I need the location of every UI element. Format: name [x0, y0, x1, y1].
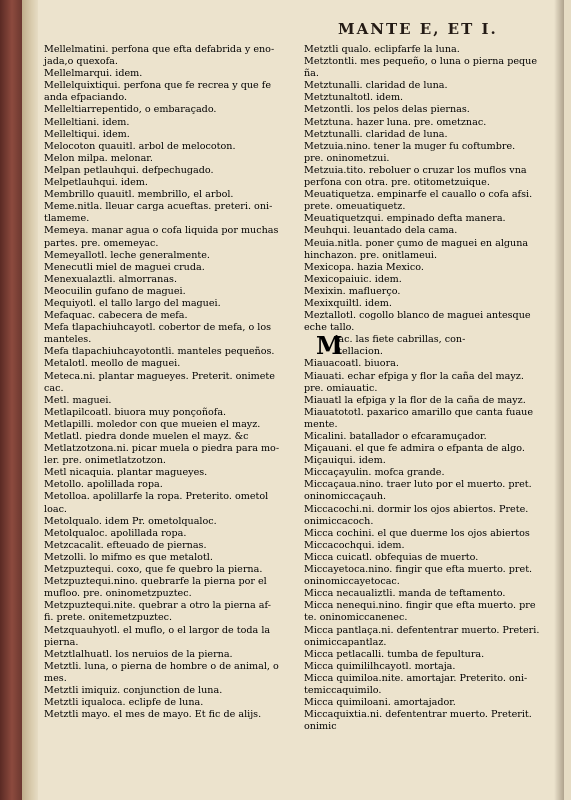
drop-cap-entry: [304, 331, 567, 361]
dictionary-line: mente.: [304, 418, 338, 430]
dictionary-line: Metzuia.tito. reboluer o cruzar los muflos vna: [304, 164, 527, 176]
dictionary-line: anda efpaciando.: [44, 92, 128, 104]
dictionary-line: Micca pantlaça.ni. defententrar muerto. Preteri.: [304, 624, 540, 636]
dictionary-line: Micca quimiloani. amortajador.: [304, 697, 456, 709]
dictionary-line: onimiccacoch.: [304, 515, 374, 527]
dictionary-line: Metztunaltotl. idem.: [304, 92, 404, 104]
dictionary-line: cac.: [44, 382, 64, 394]
dictionary-line: mufloo. pre. oninometzpuztec.: [44, 588, 192, 600]
dictionary-line: Metlatl. piedra donde muelen el mayz. &c: [44, 431, 249, 442]
dictionary-line: Melon milpa. melonar.: [44, 152, 153, 164]
dictionary-line: Metollo. apolillada ropa.: [44, 479, 163, 491]
dictionary-line: Metlapilcoatl. biuora muy ponçoñofa.: [44, 406, 227, 418]
dictionary-line: Metztli imiquiz. conjunction de luna.: [44, 684, 223, 696]
dictionary-line: Menexualaztli. almorranas.: [44, 273, 178, 285]
dictionary-line: onimic: [304, 721, 337, 733]
dictionary-line: Miccacochi.ni. dormir los ojos abiertos. Prete.: [304, 503, 529, 515]
dictionary-line: Memeyallotl. leche generalmente.: [44, 249, 210, 261]
dictionary-line: Miçauani. el que fe admira o efpanta de algo.: [304, 443, 525, 455]
dictionary-line: Mexicopaiuic. idem.: [304, 273, 402, 285]
left-column: [44, 44, 302, 721]
dictionary-line: hinchazon. pre. onitlameui.: [304, 249, 438, 261]
dictionary-line: Meuhqui. leuantado dela cama.: [304, 225, 458, 237]
dictionary-line: Meteca.ni. plantar magueyes. Preterit. onimete: [44, 370, 275, 382]
dictionary-line: Miauatl la efpiga y la flor de la caña de mayz.: [304, 394, 526, 406]
dictionary-line: Metzolli. lo mifmo es que metalotl.: [44, 551, 213, 563]
dictionary-line: Metztli mayo. el mes de mayo. Et fic de alijs.: [44, 709, 262, 721]
dictionary-line: Miccayetoca.nino. fingir que efta muerto. pret.: [304, 564, 533, 576]
dictionary-line: Meocuilin gufano de maguei.: [44, 285, 186, 297]
dictionary-line: Metztlalhuatl. los neruios de la pierna.: [44, 648, 233, 660]
dictionary-line: Metzpuztequi. coxo, que fe quebro la pierna.: [44, 564, 263, 576]
dictionary-line: manteles.: [44, 334, 92, 346]
right-column: [304, 44, 567, 733]
dictionary-line: Micca petlacalli. tumba de fepultura.: [304, 648, 485, 660]
dictionary-line: prete. omeuatiquetz.: [304, 201, 406, 213]
dictionary-line: Mexicopa. hazia Mexico.: [304, 261, 424, 273]
dictionary-line: Meuatiquetzqui. empinado defta manera.: [304, 213, 506, 225]
dictionary-line: Micca cochini. el que duerme los ojos abiertos: [304, 527, 530, 539]
dictionary-line: partes. pre. omemeyac.: [44, 237, 159, 249]
dictionary-line: temiccaquimilo.: [304, 684, 382, 696]
dictionary-line: Metl nicaquia. plantar magueyes.: [44, 467, 208, 479]
drop-cap-line: Iac. las fiete cabrillas, con-: [334, 334, 466, 346]
dictionary-line: Micca quimililhcayotl. mortaja.: [304, 660, 456, 672]
dictionary-line: Membrillo quauitl. membrillo, el arbol.: [44, 189, 234, 201]
dictionary-line: Meztallotl. cogollo blanco de maguei antesque: [304, 310, 531, 322]
dictionary-line: mes.: [44, 672, 67, 684]
dictionary-line: pre. omiauatic.: [304, 382, 378, 394]
dictionary-line: Miauati. echar efpiga y flor la caña del mayz.: [304, 370, 524, 382]
dictionary-line: Metolloa. apolillarfe la ropa. Preterito. ometol: [44, 491, 269, 503]
dictionary-line: jada,o quexofa.: [44, 56, 118, 68]
dictionary-line: Metalotl. meollo de maguei.: [44, 358, 181, 370]
dictionary-line: Melleltiani. idem.: [44, 116, 130, 128]
dictionary-line: Metztunalli. claridad de luna.: [304, 128, 448, 140]
dictionary-line: Miauatototl. paxarico amarillo que canta fuaue: [304, 406, 534, 418]
dictionary-line: te. oninomiccanenec.: [304, 612, 408, 624]
dictionary-line: Mefaquac. cabecera de mefa.: [44, 310, 188, 322]
dictionary-line: Metzontli. los pelos delas piernas.: [304, 104, 470, 116]
dictionary-line: Miccacochqui. idem.: [304, 539, 405, 551]
dictionary-line: Melpan petlauhqui. defpechugado.: [44, 164, 214, 176]
dictionary-line: onimiccapantlaz.: [304, 636, 387, 648]
dictionary-line: Melpetlauhqui. idem.: [44, 177, 148, 189]
spine-fold: [22, 0, 38, 800]
dictionary-line: Meuatiquetza. empinarfe el cauallo o cofa afsi.: [304, 189, 533, 201]
dictionary-line: Miccaçaua.nino. traer luto por el muerto. pret.: [304, 479, 532, 491]
dictionary-line: Mexixquiltl. idem.: [304, 297, 392, 309]
dictionary-line: Metzpuztequi.nite. quebrar a otro la pierna af-: [44, 600, 271, 612]
dictionary-line: Mequiyotl. el tallo largo del maguei.: [44, 297, 221, 309]
dictionary-line: Micalini. batallador o efcaramuçador.: [304, 431, 487, 442]
dictionary-line: Micca cuicatl. obfequias de muerto.: [304, 551, 479, 563]
dictionary-line: ña.: [304, 68, 319, 80]
dictionary-line: Metolqualoc. apolillada ropa.: [44, 527, 187, 539]
dictionary-line: Metzcacalit. efteuado de piernas.: [44, 539, 207, 551]
drop-cap-line: ftellacion.: [334, 346, 383, 358]
dictionary-line: tlameme.: [44, 213, 90, 225]
dictionary-line: Metzuia.nino. tener la muger fu coftumbre.: [304, 140, 516, 152]
dictionary-line: Metztli. luna, o pierna de hombre o de animal, o: [44, 660, 279, 672]
dictionary-line: Melleltiarrepentido, o embaraçado.: [44, 104, 217, 116]
dictionary-line: Mellelmarqui. idem.: [44, 68, 143, 80]
dictionary-line: Mefa tlapachiuhcayotontli. manteles pequeños.: [44, 346, 275, 358]
dictionary-line: perfona con otra. pre. otitometzuique.: [304, 177, 490, 189]
dictionary-line: Metztunalli. claridad de luna.: [304, 80, 448, 92]
running-header: MANTE E, ET I.: [338, 20, 498, 38]
right-column-top: [304, 44, 567, 334]
drop-cap-letter: M: [316, 331, 343, 361]
dictionary-line: Metlapilli. moledor con que mueien el mayz.: [44, 418, 261, 430]
dictionary-line: Micca quimiloa.nite. amortajar. Preterito. oni-: [304, 672, 528, 684]
dictionary-line: pierna.: [44, 636, 79, 648]
dictionary-line: Micca nenequi.nino. fingir que efta muerto. pre: [304, 600, 536, 612]
dictionary-line: Metztli iqualoca. eclipfe de luna.: [44, 697, 204, 709]
dictionary-line: Menecutli miel de maguei cruda.: [44, 261, 205, 273]
dictionary-line: pre. oninometzui.: [304, 152, 390, 164]
dictionary-line: Miccaçayulin. mofca grande.: [304, 467, 445, 479]
dictionary-line: loac.: [44, 503, 67, 515]
dictionary-line: Micca necaualiztli. manda de teftamento.: [304, 588, 506, 600]
dictionary-line: Melleltiqui. idem.: [44, 128, 130, 140]
dictionary-line: Meuia.nitla. poner çumo de maguei en alguna: [304, 237, 529, 249]
dictionary-line: Miçauiqui. idem.: [304, 455, 386, 467]
dictionary-line: Metztli qualo. eclipfarfe la luna.: [304, 44, 460, 55]
dictionary-line: oninomiccayetocac.: [304, 576, 400, 588]
dictionary-line: Metlatzotzona.ni. picar muela o piedra para mo-: [44, 443, 280, 455]
dictionary-line: Memeya. manar agua o cofa liquida por muchas: [44, 225, 279, 237]
right-column-bottom: [304, 358, 567, 733]
dictionary-line: fi. prete. onitemetzpuztec.: [44, 612, 173, 624]
dictionary-line: Mellelquixtiqui. perfona que fe recrea y que fe: [44, 80, 272, 92]
dictionary-line: Mefa tlapachiuhcayotl. cobertor de mefa, o los: [44, 322, 272, 334]
dictionary-line: Melocoton quauitl. arbol de melocoton.: [44, 140, 236, 152]
dictionary-line: Metl. maguei.: [44, 394, 112, 406]
dictionary-line: Meme.nitla. lleuar carga acueftas. preteri. oni-: [44, 201, 273, 213]
dictionary-line: eche tallo.: [304, 322, 355, 334]
dictionary-line: Mexixin. mafluerço.: [304, 285, 401, 297]
dictionary-line: Metztontli. mes pequeño, o luna o pierna peque: [304, 56, 538, 68]
dictionary-line: oninomiccaçauh.: [304, 491, 387, 503]
dictionary-line: Metzpuztequi.nino. quebrarfe la pierna por el: [44, 576, 267, 588]
dictionary-line: Metzquauhyotl. el muflo, o el largor de toda la: [44, 624, 271, 636]
dictionary-line: Miccaquixtia.ni. defententrar muerto. Preterit.: [304, 709, 532, 721]
dictionary-line: Metolqualo. idem Pr. ometolqualoc.: [44, 515, 217, 527]
dictionary-line: Miauacoatl. biuora.: [304, 358, 399, 370]
dictionary-line: Metztuna. hazer luna. pre. ometznac.: [304, 116, 487, 128]
dictionary-line: Mellelmatini. perfona que efta defabrida y eno-: [44, 44, 275, 55]
dictionary-line: ler. pre. onimetlatzotzon.: [44, 455, 166, 467]
